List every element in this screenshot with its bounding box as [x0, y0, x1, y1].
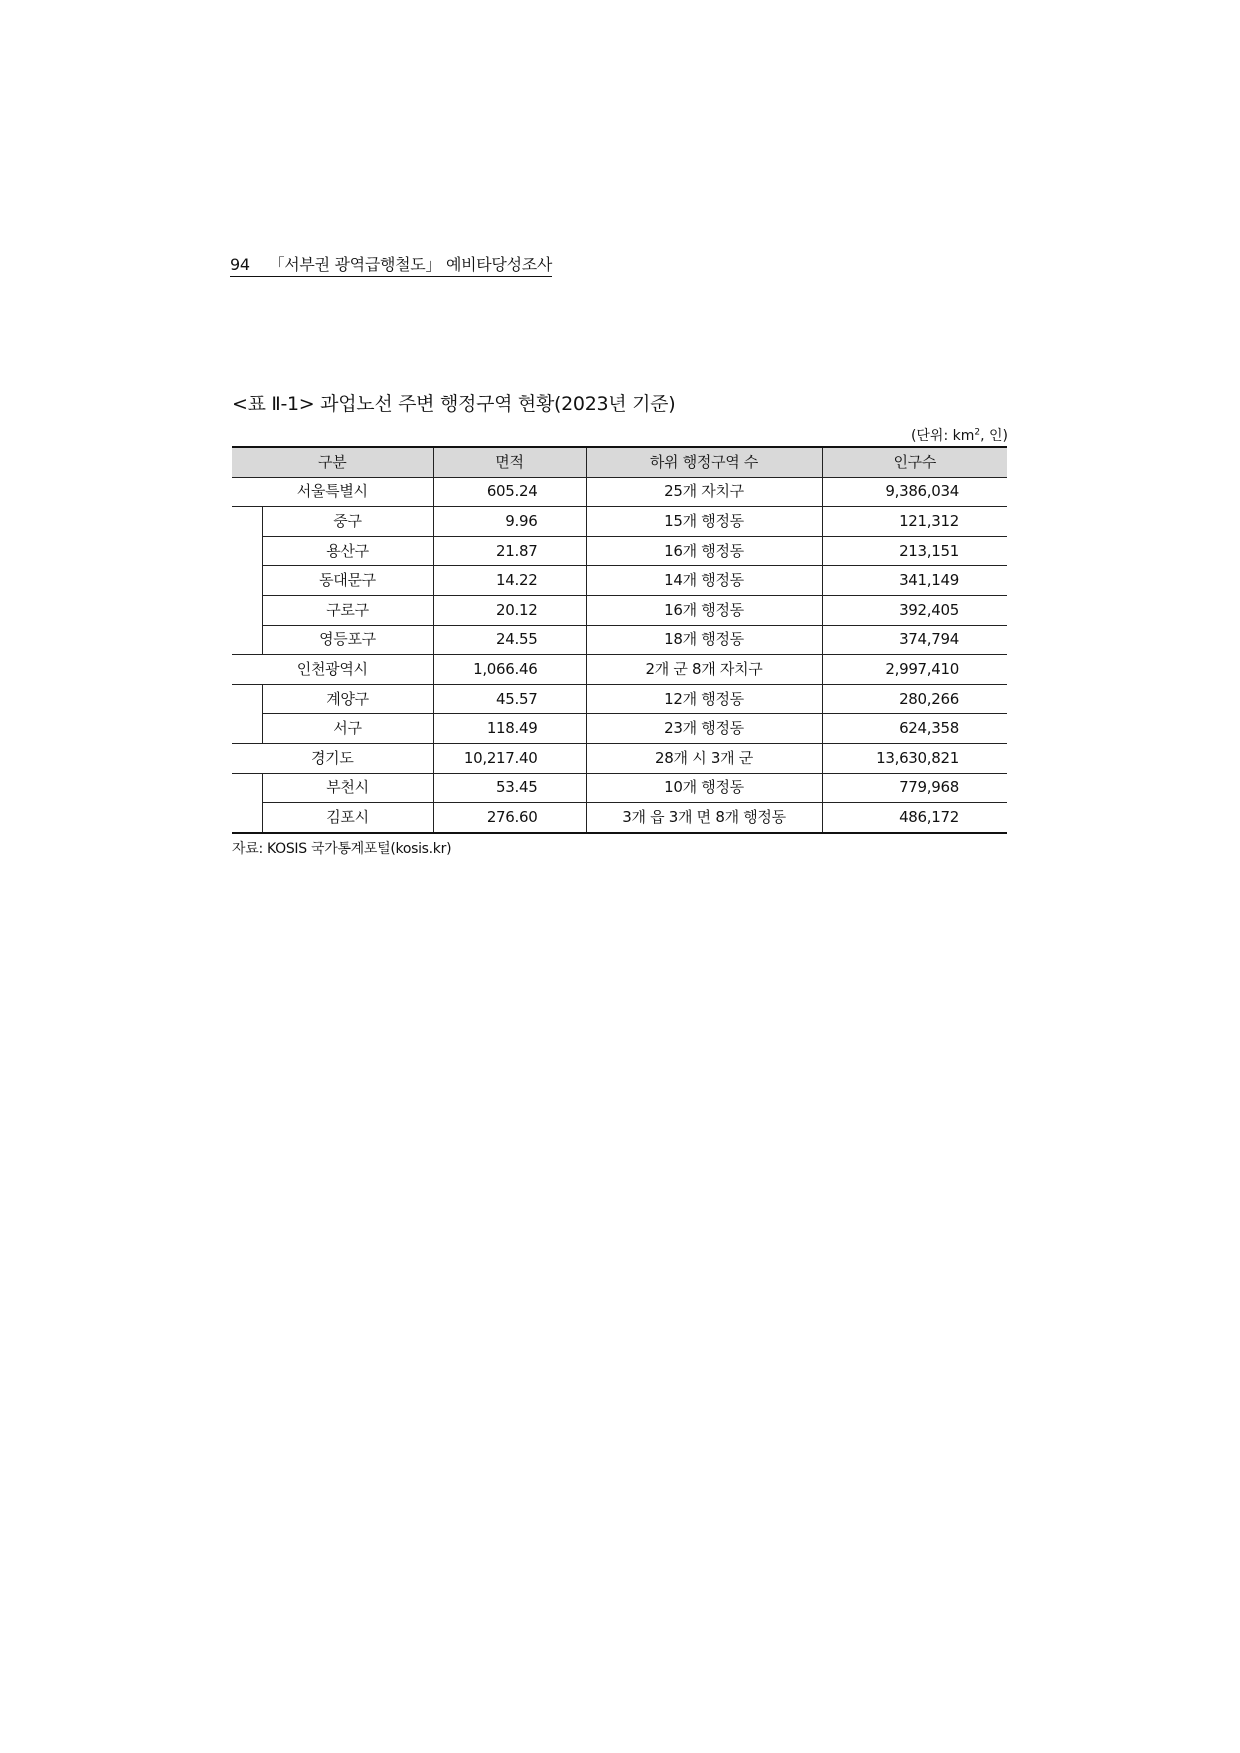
area-cell: 14.22: [433, 566, 586, 596]
population-cell: 779,968: [822, 773, 1007, 803]
column-header: 인구수: [822, 447, 1007, 477]
population-cell: 2,997,410: [822, 655, 1007, 685]
indent-cell: [232, 714, 262, 744]
table-row: [232, 566, 1007, 596]
district-name: 부천시: [262, 773, 433, 803]
indent-cell: [232, 536, 262, 566]
indent-cell: [232, 595, 262, 625]
population-cell: 280,266: [822, 684, 1007, 714]
population-cell: 213,151: [822, 536, 1007, 566]
table-row: [232, 655, 1007, 685]
report-title: 「서부권 광역급행철도」 예비타당성조사: [268, 255, 553, 274]
subdivision-cell: 25개 자치구: [586, 477, 822, 507]
district-name: 용산구: [262, 536, 433, 566]
table-row: [232, 536, 1007, 566]
table-row: [232, 477, 1007, 507]
district-name: 중구: [262, 507, 433, 537]
area-cell: 24.55: [433, 625, 586, 655]
area-cell: 45.57: [433, 684, 586, 714]
district-name: 서구: [262, 714, 433, 744]
district-name: 계양구: [262, 684, 433, 714]
table-row: [232, 714, 1007, 744]
unit-prefix: (단위: km: [910, 428, 975, 444]
table-body: [232, 477, 1007, 833]
district-name: 영등포구: [262, 625, 433, 655]
subdivision-cell: 28개 시 3개 군: [586, 743, 822, 773]
indent-cell: [232, 625, 262, 655]
indent-cell: [232, 803, 262, 833]
indent-cell: [232, 566, 262, 596]
region-name: 서울특별시: [232, 477, 433, 507]
district-name: 구로구: [262, 595, 433, 625]
area-cell: 276.60: [433, 803, 586, 833]
subdivision-cell: 14개 행정동: [586, 566, 822, 596]
indent-cell: [232, 684, 262, 714]
subdivision-cell: 18개 행정동: [586, 625, 822, 655]
table-row: [232, 803, 1007, 833]
table-row: [232, 595, 1007, 625]
district-name: 김포시: [262, 803, 433, 833]
area-cell: 20.12: [433, 595, 586, 625]
area-cell: 21.87: [433, 536, 586, 566]
admin-area-table: [232, 446, 1007, 834]
area-cell: 10,217.40: [433, 743, 586, 773]
unit-suffix: , 인): [980, 428, 1008, 444]
table-header-row: [232, 447, 1007, 477]
table-row: [232, 684, 1007, 714]
area-cell: 1,066.46: [433, 655, 586, 685]
subdivision-cell: 10개 행정동: [586, 773, 822, 803]
column-header: 면적: [433, 447, 586, 477]
subdivision-cell: 2개 군 8개 자치구: [586, 655, 822, 685]
indent-cell: [232, 773, 262, 803]
area-cell: 605.24: [433, 477, 586, 507]
area-cell: 9.96: [433, 507, 586, 537]
table-row: [232, 625, 1007, 655]
subdivision-cell: 3개 읍 3개 면 8개 행정동: [586, 803, 822, 833]
subdivision-cell: 16개 행정동: [586, 536, 822, 566]
region-name: 인천광역시: [232, 655, 433, 685]
unit-sup: 2: [974, 427, 981, 438]
population-cell: 9,386,034: [822, 477, 1007, 507]
population-cell: 121,312: [822, 507, 1007, 537]
column-header: 구분: [232, 447, 433, 477]
running-header: [230, 252, 552, 277]
region-name: 경기도: [232, 743, 433, 773]
population-cell: 341,149: [822, 566, 1007, 596]
unit-note: [911, 425, 1008, 445]
population-cell: 624,358: [822, 714, 1007, 744]
subdivision-cell: 12개 행정동: [586, 684, 822, 714]
district-name: 동대문구: [262, 566, 433, 596]
population-cell: 374,794: [822, 625, 1007, 655]
area-cell: 53.45: [433, 773, 586, 803]
page-number: 94: [230, 255, 250, 274]
population-cell: 13,630,821: [822, 743, 1007, 773]
subdivision-cell: 23개 행정동: [586, 714, 822, 744]
population-cell: 486,172: [822, 803, 1007, 833]
indent-cell: [232, 507, 262, 537]
subdivision-cell: 15개 행정동: [586, 507, 822, 537]
table-row: [232, 773, 1007, 803]
subdivision-cell: 16개 행정동: [586, 595, 822, 625]
source-note: 자료: KOSIS 국가통계포털(kosis.kr): [232, 841, 452, 857]
table-title: <표 Ⅱ-1> 과업노선 주변 행정구역 현황(2023년 기준): [232, 393, 676, 415]
area-cell: 118.49: [433, 714, 586, 744]
table-row: [232, 507, 1007, 537]
table-row: [232, 743, 1007, 773]
population-cell: 392,405: [822, 595, 1007, 625]
column-header: 하위 행정구역 수: [586, 447, 822, 477]
